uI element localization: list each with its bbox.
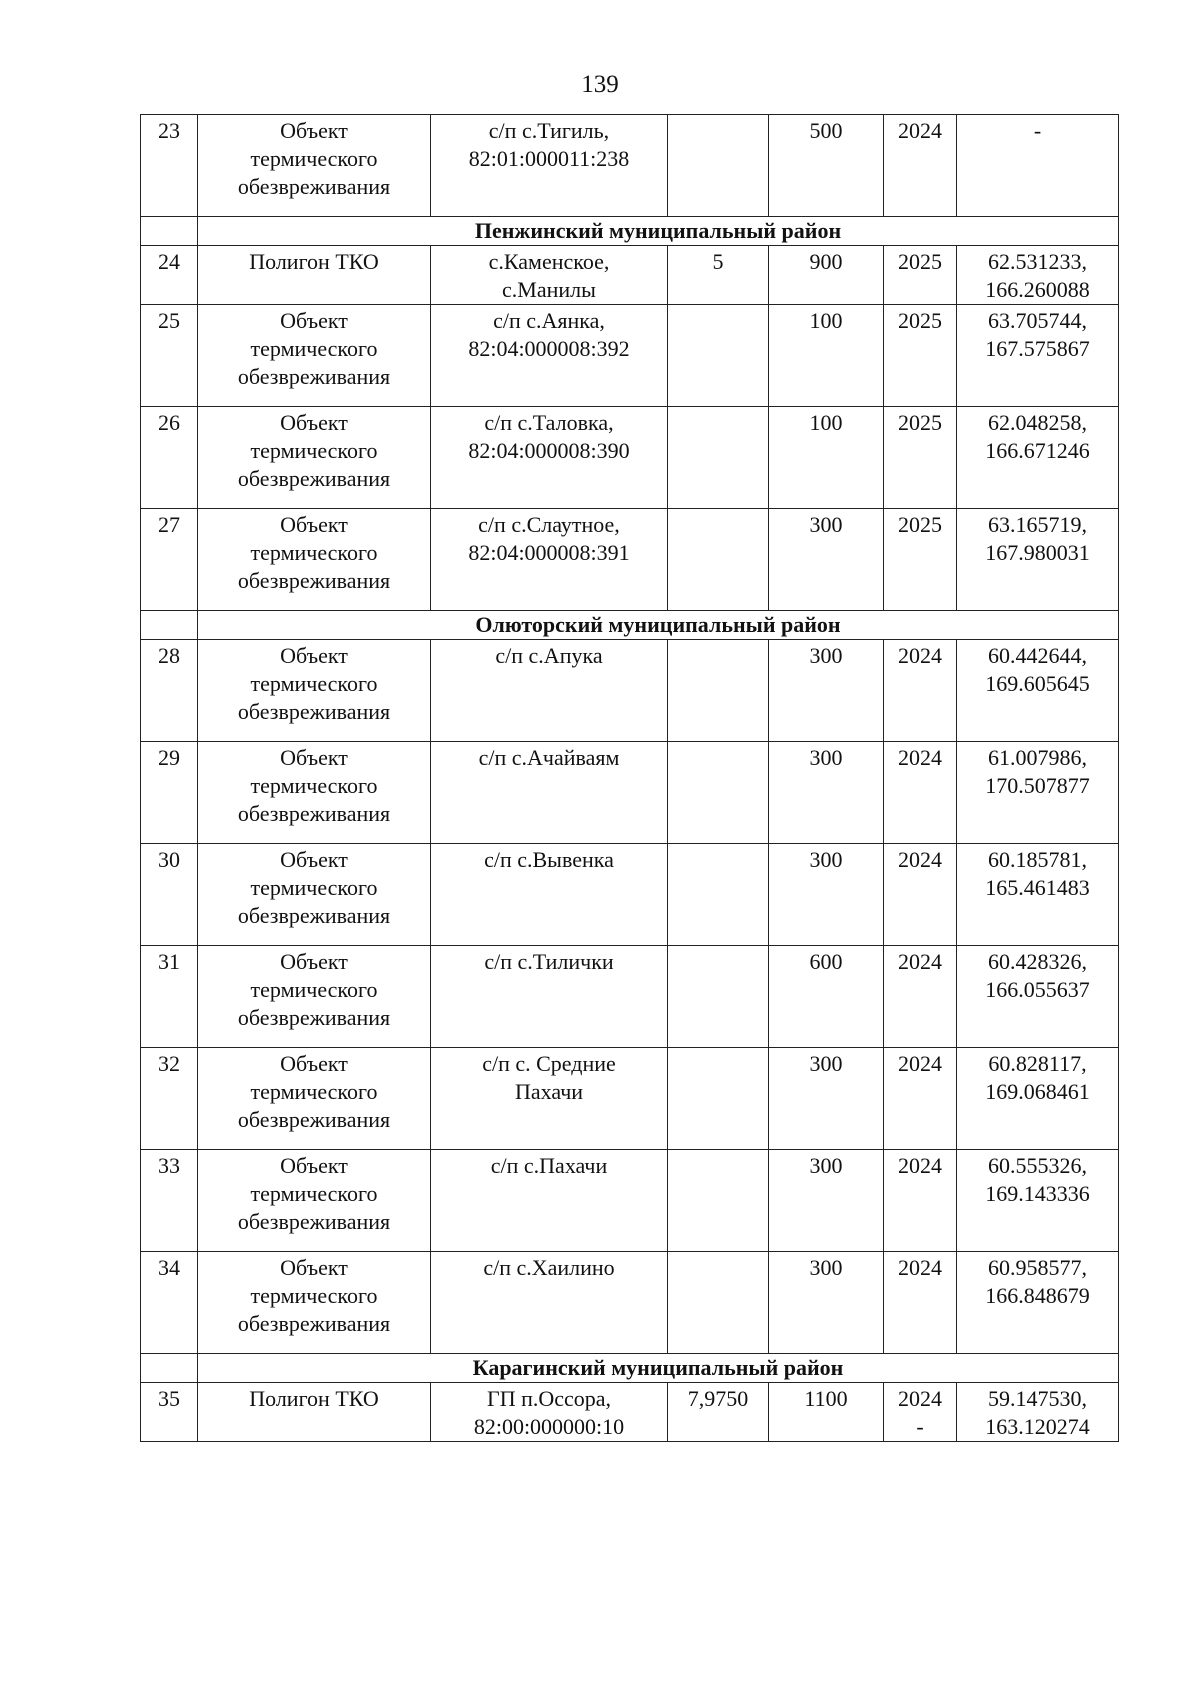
coordinates-cell: [957, 742, 1119, 844]
row-number-cell: 23: [141, 115, 198, 217]
section-header-row: [141, 217, 1119, 246]
year-cell: [884, 844, 957, 946]
area-cell: [668, 844, 769, 946]
location-cell: [431, 1048, 668, 1150]
location-line: 82:00:000000:10: [473, 1414, 625, 1439]
object-type-line: термического: [250, 1079, 378, 1104]
location-line: с/п с.Хаилино: [483, 1255, 615, 1280]
year-cell: [884, 1252, 957, 1354]
area-cell: [668, 946, 769, 1048]
year-cell: [884, 946, 957, 1048]
capacity-cell: 300: [769, 1048, 884, 1150]
coordinates-line: 62.048258,: [988, 410, 1087, 435]
location-cell: [431, 305, 668, 407]
location-line: с.Манилы: [502, 277, 596, 302]
object-type-line: термического: [250, 540, 378, 565]
coordinates-cell: [957, 509, 1119, 611]
coordinates-cell: [957, 407, 1119, 509]
year-line: 2024: [898, 949, 942, 974]
year-line: 2025: [898, 512, 942, 537]
row-number-cell: 32: [141, 1048, 198, 1150]
facilities-table: [140, 114, 1119, 1442]
coordinates-line: 163.120274: [985, 1414, 1090, 1439]
object-type-line: термического: [250, 1283, 378, 1308]
capacity-cell: 300: [769, 844, 884, 946]
section-title: Пенжинский муниципальный район: [198, 217, 1119, 246]
location-cell: [431, 407, 668, 509]
object-type-line: обезвреживания: [237, 1209, 391, 1234]
year-cell: [884, 246, 957, 305]
object-type-line: обезвреживания: [237, 1005, 391, 1030]
table-row: [141, 509, 1119, 611]
object-type-line: термического: [250, 146, 378, 171]
capacity-cell: 1100: [769, 1383, 884, 1442]
location-cell: [431, 1150, 668, 1252]
coordinates-line: 59.147530,: [988, 1386, 1087, 1411]
section-number-cell: [141, 611, 198, 640]
section-header-row: [141, 611, 1119, 640]
coordinates-line: 169.068461: [985, 1079, 1090, 1104]
object-type-cell: [198, 246, 431, 305]
object-type-line: обезвреживания: [237, 801, 391, 826]
object-type-line: термического: [250, 875, 378, 900]
coordinates-cell: [957, 946, 1119, 1048]
object-type-cell: [198, 640, 431, 742]
coordinates-cell: [957, 640, 1119, 742]
object-type-line: обезвреживания: [237, 364, 391, 389]
table-row: [141, 1252, 1119, 1354]
location-line: с/п с.Тигиль,: [488, 118, 610, 143]
coordinates-line: 166.848679: [985, 1283, 1090, 1308]
capacity-cell: 100: [769, 305, 884, 407]
table-row: [141, 946, 1119, 1048]
coordinates-line: 165.461483: [985, 875, 1090, 900]
section-header-row: [141, 1354, 1119, 1383]
location-line: 82:01:000011:238: [468, 146, 630, 171]
coordinates-line: 63.705744,: [988, 308, 1087, 333]
area-cell: [668, 1048, 769, 1150]
object-type-line: обезвреживания: [237, 1107, 391, 1132]
object-type-line: Объект: [280, 308, 348, 333]
year-cell: [884, 640, 957, 742]
location-cell: [431, 844, 668, 946]
row-number-cell: 25: [141, 305, 198, 407]
object-type-cell: [198, 1383, 431, 1442]
row-number-cell: 33: [141, 1150, 198, 1252]
location-line: с/п с.Пахачи: [490, 1153, 608, 1178]
object-type-line: Объект: [280, 1153, 348, 1178]
capacity-cell: 300: [769, 509, 884, 611]
object-type-line: Объект: [280, 949, 348, 974]
object-type-line: Объект: [280, 512, 348, 537]
capacity-cell: 300: [769, 1252, 884, 1354]
coordinates-cell: [957, 1150, 1119, 1252]
coordinates-line: 166.260088: [985, 277, 1090, 302]
capacity-cell: 900: [769, 246, 884, 305]
object-type-cell: [198, 742, 431, 844]
location-line: с/п с.Таловка,: [484, 410, 614, 435]
object-type-line: термического: [250, 773, 378, 798]
table-row: [141, 1150, 1119, 1252]
coordinates-line: 63.165719,: [988, 512, 1087, 537]
location-line: ГП п.Оссора,: [486, 1386, 612, 1411]
area-cell: [668, 1150, 769, 1252]
object-type-line: термического: [250, 1181, 378, 1206]
year-cell: [884, 1383, 957, 1442]
year-line: 2024: [898, 847, 942, 872]
capacity-cell: 100: [769, 407, 884, 509]
area-cell: [668, 742, 769, 844]
year-line: 2024: [898, 1255, 942, 1280]
year-cell: [884, 1150, 957, 1252]
table-row: [141, 742, 1119, 844]
object-type-cell: [198, 509, 431, 611]
location-line: 82:04:000008:391: [468, 540, 630, 565]
coordinates-cell: [957, 115, 1119, 217]
capacity-cell: 500: [769, 115, 884, 217]
row-number-cell: 24: [141, 246, 198, 305]
coordinates-line: 62.531233,: [988, 249, 1087, 274]
year-line: 2025: [898, 308, 942, 333]
coordinates-line: 60.442644,: [988, 643, 1087, 668]
location-cell: [431, 246, 668, 305]
coordinates-line: 166.671246: [985, 438, 1090, 463]
table-row: [141, 844, 1119, 946]
row-number-cell: 27: [141, 509, 198, 611]
location-line: с/п с.Апука: [495, 643, 603, 668]
object-type-cell: [198, 1150, 431, 1252]
year-cell: [884, 509, 957, 611]
table-row: [141, 407, 1119, 509]
section-number-cell: [141, 1354, 198, 1383]
object-type-line: термического: [250, 671, 378, 696]
coordinates-line: 170.507877: [985, 773, 1090, 798]
coordinates-line: 167.575867: [985, 336, 1090, 361]
location-cell: [431, 640, 668, 742]
area-cell: 7,9750: [668, 1383, 769, 1442]
location-cell: [431, 946, 668, 1048]
object-type-line: термического: [250, 977, 378, 1002]
coordinates-line: -: [1033, 118, 1042, 143]
capacity-cell: 600: [769, 946, 884, 1048]
year-cell: [884, 1048, 957, 1150]
area-cell: [668, 115, 769, 217]
year-line: 2024: [898, 745, 942, 770]
object-type-line: обезвреживания: [237, 174, 391, 199]
coordinates-line: 60.958577,: [988, 1255, 1087, 1280]
row-number-cell: 31: [141, 946, 198, 1048]
object-type-cell: [198, 407, 431, 509]
year-line: 2024: [898, 1051, 942, 1076]
area-cell: [668, 1252, 769, 1354]
location-cell: [431, 1252, 668, 1354]
year-line: 2024: [898, 1386, 942, 1411]
object-type-cell: [198, 115, 431, 217]
coordinates-cell: [957, 1383, 1119, 1442]
location-line: Пахачи: [514, 1079, 584, 1104]
year-line: 2024: [898, 1153, 942, 1178]
location-line: с/п с.Ачайваям: [478, 745, 620, 770]
row-number-cell: 28: [141, 640, 198, 742]
object-type-line: Объект: [280, 745, 348, 770]
object-type-line: термического: [250, 336, 378, 361]
row-number-cell: 29: [141, 742, 198, 844]
table-row: [141, 115, 1119, 217]
table-row: [141, 246, 1119, 305]
location-cell: [431, 509, 668, 611]
object-type-cell: [198, 1252, 431, 1354]
coordinates-line: 60.555326,: [988, 1153, 1087, 1178]
table-row: [141, 640, 1119, 742]
table-row: [141, 1048, 1119, 1150]
location-cell: [431, 742, 668, 844]
object-type-line: обезвреживания: [237, 568, 391, 593]
capacity-cell: 300: [769, 1150, 884, 1252]
object-type-line: термического: [250, 438, 378, 463]
object-type-cell: [198, 1048, 431, 1150]
location-line: с/п с.Вывенка: [484, 847, 614, 872]
object-type-cell: [198, 844, 431, 946]
coordinates-line: 169.605645: [985, 671, 1090, 696]
table-row: [141, 305, 1119, 407]
year-line: -: [916, 1414, 924, 1439]
year-cell: [884, 305, 957, 407]
area-cell: [668, 407, 769, 509]
object-type-line: Полигон ТКО: [249, 1386, 379, 1411]
year-line: 2024: [898, 118, 942, 143]
year-line: 2025: [898, 410, 942, 435]
coordinates-line: 167.980031: [985, 540, 1090, 565]
area-cell: [668, 509, 769, 611]
year-cell: [884, 115, 957, 217]
area-cell: [668, 640, 769, 742]
year-line: 2024: [898, 643, 942, 668]
location-line: с/п с.Аянка,: [493, 308, 605, 333]
location-line: 82:04:000008:390: [468, 438, 630, 463]
row-number-cell: 26: [141, 407, 198, 509]
object-type-line: Объект: [280, 118, 348, 143]
location-cell: [431, 1383, 668, 1442]
coordinates-cell: [957, 844, 1119, 946]
location-cell: [431, 115, 668, 217]
object-type-line: Объект: [280, 410, 348, 435]
coordinates-line: 60.185781,: [988, 847, 1087, 872]
object-type-cell: [198, 305, 431, 407]
capacity-cell: 300: [769, 742, 884, 844]
page-number: 139: [581, 71, 619, 98]
table-row: [141, 1383, 1119, 1442]
object-type-line: обезвреживания: [237, 466, 391, 491]
coordinates-line: 60.828117,: [988, 1051, 1087, 1076]
object-type-line: обезвреживания: [237, 699, 391, 724]
section-title: Олюторский муниципальный район: [198, 611, 1119, 640]
capacity-cell: 300: [769, 640, 884, 742]
coordinates-cell: [957, 305, 1119, 407]
location-line: с/п с. Средние: [482, 1051, 616, 1076]
area-cell: 5: [668, 246, 769, 305]
row-number-cell: 34: [141, 1252, 198, 1354]
row-number-cell: 35: [141, 1383, 198, 1442]
year-cell: [884, 742, 957, 844]
object-type-line: Объект: [280, 643, 348, 668]
coordinates-line: 60.428326,: [988, 949, 1087, 974]
coordinates-line: 169.143336: [985, 1181, 1090, 1206]
year-line: 2025: [898, 249, 942, 274]
object-type-line: Объект: [280, 847, 348, 872]
object-type-line: обезвреживания: [237, 1311, 391, 1336]
object-type-cell: [198, 946, 431, 1048]
object-type-line: обезвреживания: [237, 903, 391, 928]
location-line: с.Каменское,: [488, 249, 610, 274]
coordinates-cell: [957, 1048, 1119, 1150]
coordinates-line: 61.007986,: [988, 745, 1087, 770]
location-line: 82:04:000008:392: [468, 336, 630, 361]
area-cell: [668, 305, 769, 407]
coordinates-cell: [957, 1252, 1119, 1354]
coordinates-line: 166.055637: [985, 977, 1090, 1002]
object-type-line: Полигон ТКО: [249, 249, 379, 274]
location-line: с/п с.Тилички: [484, 949, 614, 974]
year-cell: [884, 407, 957, 509]
row-number-cell: 30: [141, 844, 198, 946]
coordinates-cell: [957, 246, 1119, 305]
section-number-cell: [141, 217, 198, 246]
location-line: с/п с.Слаутное,: [478, 512, 620, 537]
section-title: Карагинский муниципальный район: [198, 1354, 1119, 1383]
object-type-line: Объект: [280, 1051, 348, 1076]
object-type-line: Объект: [280, 1255, 348, 1280]
